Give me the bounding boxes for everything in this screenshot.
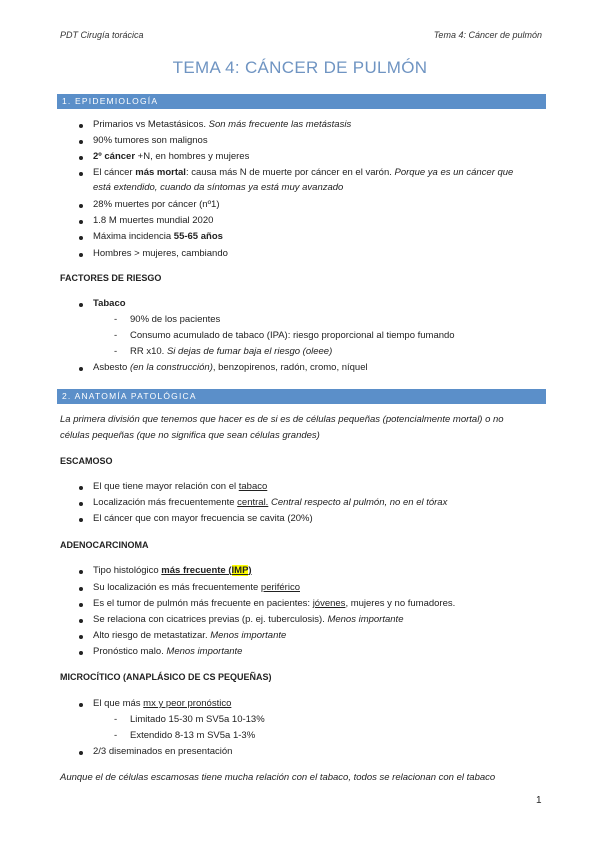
- bullet: [79, 303, 83, 307]
- list-item: 1.8 M muertes mundial 2020: [93, 215, 214, 226]
- sub-list-item: Limitado 15-30 m SV5a 10-13%: [130, 714, 265, 725]
- list-item: Pronóstico malo. Menos importante: [93, 646, 243, 657]
- section-heading-anatomia-patologica: 2. ANATOMÍA PATOLÓGICA: [57, 389, 546, 404]
- bullet: [79, 140, 83, 144]
- subheading-microcitico: MICROCÍTICO (ANAPLÁSICO DE CS PEQUEÑAS): [60, 672, 272, 682]
- bullet: [79, 619, 83, 623]
- sub-list-item: RR x10. Si dejas de fumar baja el riesgo (oleee): [130, 346, 333, 357]
- bullet: [79, 367, 83, 371]
- bullet: [79, 587, 83, 591]
- dash: -: [114, 730, 118, 741]
- list-item-continuation: está extendido, cuando da síntomas ya está muy avanzado: [93, 182, 344, 193]
- bullet: [79, 703, 83, 707]
- list-item: Asbesto (en la construcción), benzopirenos, radón, cromo, níquel: [93, 362, 368, 373]
- list-item: Alto riesgo de metastatizar. Menos importante: [93, 630, 287, 641]
- bullet: [79, 220, 83, 224]
- bullet: [79, 502, 83, 506]
- list-item: 2/3 diseminados en presentación: [93, 746, 233, 757]
- subheading-factores-riesgo: FACTORES DE RIESGO: [60, 273, 162, 283]
- list-item: Es el tumor de pulmón más frecuente en pacientes: jóvenes, mujeres y no fumadores.: [93, 598, 456, 609]
- closing-note: Aunque el de células escamosas tiene mucha relación con el tabaco, todos se relacionan con el tabaco: [60, 772, 496, 783]
- bullet: [79, 518, 83, 522]
- bullet: [79, 751, 83, 755]
- subheading-escamoso: ESCAMOSO: [60, 456, 113, 466]
- section-heading-epidemiologia: 1. EPIDEMIOLOGÍA: [57, 94, 546, 109]
- dash: -: [114, 346, 118, 357]
- list-item: 90% tumores son malignos: [93, 135, 208, 146]
- list-item: Se relaciona con cicatrices previas (p. ej. tuberculosis). Menos importante: [93, 614, 404, 625]
- bullet: [79, 603, 83, 607]
- sub-list-item: Consumo acumulado de tabaco (IPA): riesgo proporcional al tiempo fumando: [130, 330, 455, 341]
- header-right: Tema 4: Cáncer de pulmón: [433, 30, 542, 40]
- intro-text: La primera división que tenemos que hacer es de si es de células pequeñas (potencialmente mortal) o no: [60, 414, 504, 425]
- page-title: TEMA 4: CÁNCER DE PULMÓN: [172, 58, 428, 77]
- bullet: [79, 570, 83, 574]
- dash: -: [114, 330, 118, 341]
- sub-list-item: Extendido 8-13 m SV5a 1-3%: [130, 730, 256, 741]
- bullet: [79, 124, 83, 128]
- dash: -: [114, 714, 118, 725]
- intro-text-continuation: células pequeñas (que no significa que sean células grandes): [60, 430, 320, 441]
- bullet: [79, 635, 83, 639]
- list-item: El que tiene mayor relación con el tabaco: [93, 481, 268, 492]
- subheading-adenocarcinoma: ADENOCARCINOMA: [60, 540, 149, 550]
- list-item: Localización más frecuentemente central. Central respecto al pulmón, no en el tórax: [93, 497, 448, 508]
- bullet: [79, 172, 83, 176]
- page-number: 1: [536, 795, 542, 806]
- list-item: El que más mx y peor pronóstico: [93, 698, 232, 709]
- list-item: Primarios vs Metastásicos. Son más frecuente las metástasis: [93, 119, 352, 130]
- list-item: El cáncer más mortal: causa más N de muerte por cáncer en el varón. Porque ya es un cáncer que: [93, 167, 514, 178]
- bullet: [79, 204, 83, 208]
- dash: -: [114, 314, 118, 325]
- list-item: Tipo histológico más frecuente (IMP): [93, 565, 252, 576]
- list-item: Máxima incidencia 55-65 años: [93, 231, 223, 242]
- list-item: 28% muertes por cáncer (nº1): [93, 199, 220, 210]
- list-item: Hombres > mujeres, cambiando: [93, 248, 228, 259]
- list-item: El cáncer que con mayor frecuencia se cavita (20%): [93, 513, 313, 524]
- list-item: Tabaco: [93, 298, 126, 309]
- bullet: [79, 156, 83, 160]
- list-item: 2º cáncer +N, en hombres y mujeres: [93, 151, 250, 162]
- bullet: [79, 651, 83, 655]
- bullet: [79, 253, 83, 257]
- header-left: PDT Cirugía torácica: [60, 30, 144, 40]
- bullet: [79, 236, 83, 240]
- sub-list-item: 90% de los pacientes: [130, 314, 221, 325]
- bullet: [79, 486, 83, 490]
- list-item: Su localización es más frecuentemente periférico: [93, 582, 300, 593]
